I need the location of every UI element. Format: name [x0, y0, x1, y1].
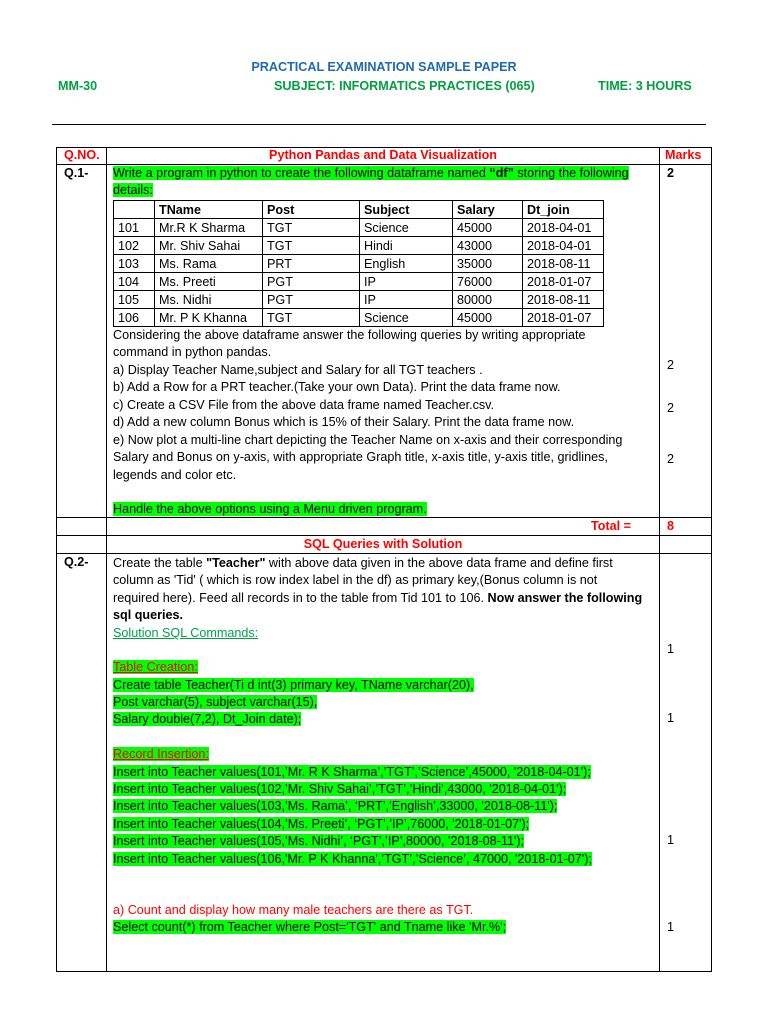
df-col-post: Post: [263, 201, 360, 219]
q2-line4: sql queries.: [113, 608, 183, 622]
insert-line: [113, 851, 592, 868]
q1-query-a: a) Display Teacher Name,subject and Salary for all TGT teachers .: [113, 363, 483, 377]
dataframe-cell: PRT: [263, 255, 360, 273]
dataframe-row: [114, 309, 604, 327]
dataframe-cell: 80000: [453, 291, 523, 309]
q1-query-b: b) Add a Row for a PRT teacher.(Take your own Data). Print the data frame now.: [113, 380, 561, 394]
dataframe-cell: Science: [360, 219, 453, 237]
dataframe-cell: Mr. P K Khanna: [155, 309, 263, 327]
q2-line1: [113, 555, 613, 572]
q2-side-mark: 1: [667, 833, 675, 847]
grid-bottom: [56, 971, 712, 972]
dataframe-cell: English: [360, 255, 453, 273]
q1-text-line: Salary and Bonus on y-axis, with appropriate Graph title, x-axis title, y-axis title, gridlines,: [113, 450, 608, 464]
dataframe-cell: Science: [360, 309, 453, 327]
df-col-index: [114, 201, 155, 219]
total-label: Total =: [591, 519, 632, 533]
dataframe-table: [113, 200, 604, 327]
q1-intro-line: [113, 165, 629, 182]
q2-l3a: required here). Feed all records in to the table from Tid 101 to 106.: [113, 591, 488, 605]
dataframe-cell: 35000: [453, 255, 523, 273]
insert-text: Insert into Teacher values(105,’Ms. Nidhi’, ‘PGT’,’IP’,80000, '2018-08-11');: [113, 834, 525, 848]
time-label: TIME: 3 HOURS: [598, 79, 692, 93]
dataframe-cell: PGT: [263, 291, 360, 309]
section-python-heading: Python Pandas and Data Visualization: [269, 148, 497, 162]
q1-side-mark: 2: [667, 452, 675, 466]
df-col-tname: TName: [155, 201, 263, 219]
dataframe-cell: Hindi: [360, 237, 453, 255]
q2-table-name: "Teacher": [206, 556, 266, 570]
section-sql-heading: SQL Queries with Solution: [303, 537, 463, 551]
dataframe-cell: 76000: [453, 273, 523, 291]
insert-line: [113, 833, 524, 850]
q1-intro-line2: [113, 182, 153, 199]
dataframe-row: [114, 237, 604, 255]
dataframe-cell: 104: [114, 273, 155, 291]
max-marks: MM-30: [58, 79, 98, 93]
q2-l1a: Create the table: [113, 556, 207, 570]
q2-l3b: Now answer the following: [487, 591, 643, 605]
dataframe-row: [114, 273, 604, 291]
create-text: Salary double(7,2), Dt_Join date);: [113, 712, 302, 726]
q1-query-e: e) Now plot a multi-line chart depicting the Teacher Name on x-axis and their corresponding: [113, 433, 623, 447]
grid-row-line: [56, 553, 712, 554]
dataframe-row: [114, 291, 604, 309]
dataframe-cell: 45000: [453, 219, 523, 237]
q1-text-line: legends and color etc.: [113, 468, 237, 482]
dataframe-body: [114, 219, 604, 327]
q1-mark: 2: [667, 166, 675, 180]
q1-side-mark: 2: [667, 401, 675, 415]
grid-qno-divider: [106, 147, 107, 972]
q1-number: Q.1-: [64, 166, 89, 180]
paper-title: PRACTICAL EXAMINATION SAMPLE PAPER: [251, 60, 517, 74]
q1-intro-text: Write a program in python to create the following dataframe named: [113, 166, 490, 180]
grid-marks-divider: [659, 147, 660, 972]
insert-line: [113, 764, 591, 781]
query-a: a) Count and display how many male teachers are there as TGT.: [113, 903, 474, 917]
qno-header: Q.NO.: [64, 148, 100, 162]
q1-intro-end: storing the following: [513, 166, 629, 180]
dataframe-cell: PGT: [263, 273, 360, 291]
table-creation-line: [113, 659, 198, 676]
df-col-dtjoin: Dt_join: [523, 201, 604, 219]
dataframe-cell: IP: [360, 273, 453, 291]
dataframe-row: [114, 219, 604, 237]
df-col-salary: Salary: [453, 201, 523, 219]
dataframe-cell: Ms. Preeti: [155, 273, 263, 291]
create-line: [113, 711, 301, 728]
q1-details: details:: [113, 183, 153, 197]
q1-text-line: Considering the above dataframe answer the following queries by writing appropriate: [113, 328, 586, 342]
q2-line3: [113, 590, 642, 607]
grid-right: [711, 147, 712, 972]
menu-line: [113, 501, 427, 518]
insert-text: Insert into Teacher values(101,’Mr. R K Sharma’,’TGT’,’Science’,45000, '2018-04-01');: [113, 765, 591, 779]
dataframe-cell: 43000: [453, 237, 523, 255]
q1-side-mark: 2: [667, 358, 675, 372]
dataframe-cell: 101: [114, 219, 155, 237]
dataframe-cell: 106: [114, 309, 155, 327]
dataframe-cell: 103: [114, 255, 155, 273]
create-text: Post varchar(5), subject varchar(15),: [113, 695, 318, 709]
q2-number: Q.2-: [64, 555, 89, 569]
dataframe-cell: 45000: [453, 309, 523, 327]
menu-text: Handle the above options using a Menu driven program.: [113, 502, 427, 516]
dataframe-cell: Mr. Shiv Sahai: [155, 237, 263, 255]
insert-text: Insert into Teacher values(104,’Ms. Preeti’, ‘PGT’,’IP’,76000, '2018-01-07');: [113, 817, 530, 831]
insert-text: Insert into Teacher values(102,’Mr. Shiv Sahai’,’TGT’,’Hindi’,43000, '2018-04-01');: [113, 782, 567, 796]
dataframe-cell: Mr.R K Sharma: [155, 219, 263, 237]
grid-row-line: [56, 535, 712, 536]
marks-header: Marks: [665, 148, 702, 162]
dataframe-cell: IP: [360, 291, 453, 309]
q2-side-mark: 1: [667, 642, 675, 656]
table-creation-heading: Table Creation:: [113, 660, 198, 674]
insert-line: [113, 816, 529, 833]
record-insertion-line: [113, 746, 209, 763]
dataframe-cell: 102: [114, 237, 155, 255]
query-a-solution-line: [113, 919, 506, 936]
total-value: 8: [667, 519, 675, 533]
q1-text-line: command in python pandas.: [113, 345, 272, 359]
dataframe-cell: 2018-01-07: [523, 309, 604, 327]
q2-side-mark: 1: [667, 920, 675, 934]
subject-label: SUBJECT: INFORMATICS PRACTICES (065): [274, 79, 535, 93]
dataframe-cell: 2018-01-07: [523, 273, 604, 291]
grid-left: [56, 147, 57, 972]
df-col-subject: Subject: [360, 201, 453, 219]
solution-heading: Solution SQL Commands:: [113, 626, 259, 640]
dataframe-cell: 2018-04-01: [523, 237, 604, 255]
q2-l1c: with above data given in the above data frame and define first: [265, 556, 613, 570]
insert-line: [113, 781, 566, 798]
insert-line: [113, 798, 557, 815]
dataframe-cell: 2018-08-11: [523, 255, 604, 273]
df-name: “df”: [489, 166, 514, 180]
create-line: [113, 694, 317, 711]
dataframe-cell: 105: [114, 291, 155, 309]
dataframe-cell: TGT: [263, 219, 360, 237]
q1-query-c: c) Create a CSV File from the above data frame named Teacher.csv.: [113, 398, 495, 412]
record-insertion-heading: Record Insertion:: [113, 747, 209, 761]
dataframe-cell: TGT: [263, 309, 360, 327]
q2-side-mark: 1: [667, 711, 675, 725]
create-text: Create table Teacher(Ti d int(3) primary key, TName varchar(20),: [113, 678, 474, 692]
q2-line2: column as 'Tid' ( which is row index label in the df) as primary key,(Bonus column is not: [113, 573, 598, 587]
dataframe-cell: Ms. Rama: [155, 255, 263, 273]
dataframe-header-row: [114, 201, 604, 219]
dataframe-cell: TGT: [263, 237, 360, 255]
q1-query-d: d) Add a new column Bonus which is 15% of their Salary. Print the data frame now.: [113, 415, 575, 429]
dataframe-cell: Ms. Nidhi: [155, 291, 263, 309]
create-line: [113, 677, 474, 694]
header-rule: [52, 124, 706, 125]
insert-text: Insert into Teacher values(103,’Ms. Rama’, ‘PRT’,’English’,33000, '2018-08-11');: [113, 799, 558, 813]
dataframe-cell: 2018-04-01: [523, 219, 604, 237]
query-a-solution: Select count(*) from Teacher where Post='TGT' and Tname like 'Mr.%';: [113, 920, 507, 934]
dataframe-row: [114, 255, 604, 273]
insert-text: Insert into Teacher values(106,'Mr. P K Khanna',’TGT’,’Science’, 47000, '2018-01-07');: [113, 852, 592, 866]
dataframe-cell: 2018-08-11: [523, 291, 604, 309]
